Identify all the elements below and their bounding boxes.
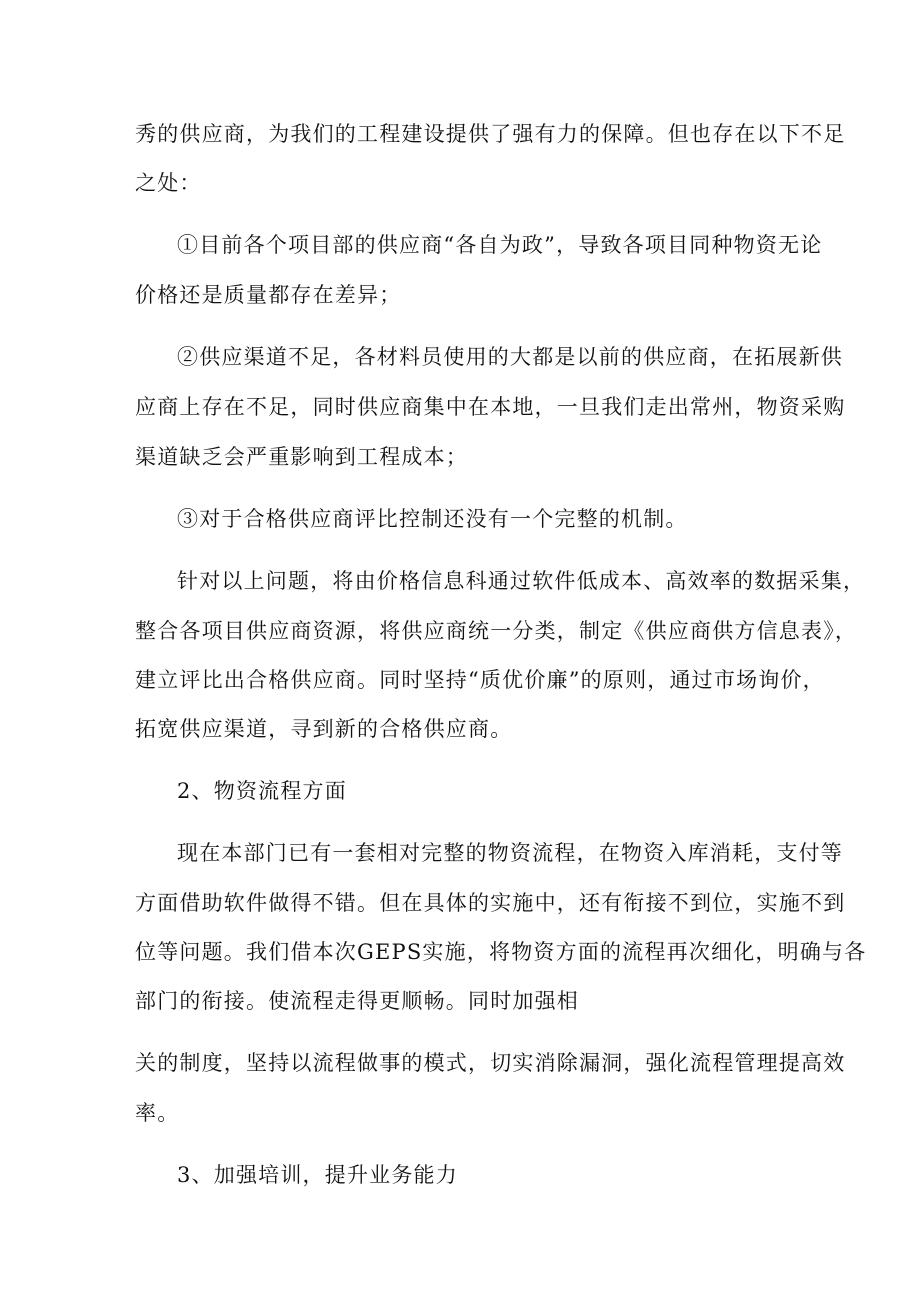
list-item-2-line: 应商上存在不足，同时供应商集中在本地，一旦我们走出常州，物资采购 [135,395,846,419]
paragraph-line: 关的制度，坚持以流程做事的模式，切实消除漏洞，强化流程管理提高效 [135,1051,846,1075]
list-item-2-line: ②供应渠道不足，各材料员使用的大都是以前的供应商，在拓展新供 [177,345,843,369]
paragraph-line: 整合各项目供应商资源，将供应商统一分类，制定《供应商供方信息表》， [135,619,858,643]
list-item-2-line: 渠道缺乏会严重影响到工程成本； [135,445,468,469]
paragraph-line: 部门的衔接。使流程走得更顺畅。同时加强相 [135,989,579,1013]
paragraph-line: 建立评比出合格供应商。同时坚持“质优价廉”的原则，通过市场询价， [135,668,825,692]
paragraph-line: 秀的供应商，为我们的工程建设提供了强有力的保障。但也存在以下不足 [135,122,846,146]
paragraph-line: 拓宽供应渠道，寻到新的合格供应商。 [135,717,513,741]
list-item-1-line: 价格还是质量都存在差异； [135,283,402,307]
paragraph-line: 现在本部门已有一套相对完整的物资流程，在物资入库消耗，支付等 [177,841,843,865]
section-heading: 2、物资流程方面 [177,779,347,803]
paragraph-line: 之处： [135,171,202,195]
paragraph-line: 针对以上问题，将由价格信息科通过软件低成本、高效率的数据采集， [177,569,866,593]
section-heading: 3、加强培训，提升业务能力 [177,1163,458,1187]
paragraph-line: 方面借助软件做得不错。但在具体的实施中，还有衔接不到位，实施不到 [135,891,846,915]
paragraph-line: 率。 [135,1101,180,1125]
list-item-3-line: ③对于合格供应商评比控制还没有一个完整的机制。 [177,507,688,531]
paragraph-line: 位等问题。我们借本次GEPS实施，将物资方面的流程再次细化，明确与各 [135,940,867,964]
list-item-1-line: ①目前各个项目部的供应商“各自为政”，导致各项目同种物资无论 [177,233,823,257]
